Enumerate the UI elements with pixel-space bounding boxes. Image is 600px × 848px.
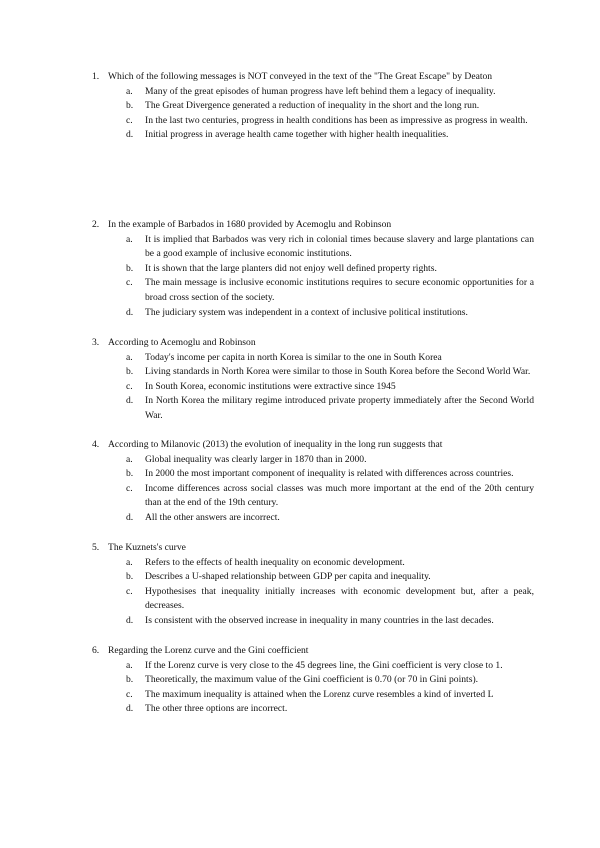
option-list [92,556,534,629]
option-text: Is consistent with the observed increase in inequality in many countries in the last decades. [145,614,494,626]
option-text: Income differences across social classes was much more important at the end of the 20th century than at the end of the 19th century. [145,482,534,509]
option-letter: a. [126,233,133,245]
option-text: All the other answers are incorrect. [145,511,280,523]
option-letter: c. [126,585,133,597]
option-text: Describes a U-shaped relationship between GDP per capita and inequality. [145,571,431,583]
option-letter: b. [126,468,134,480]
question-text: The Kuznets's curve [108,542,186,553]
question-3 [92,336,534,424]
option-d [92,306,534,321]
option-d [92,511,534,526]
option-text: Theoretically, the maximum value of the Gini coefficient is 0.70 (or 70 in Gini points). [145,674,479,686]
option-a [92,453,534,468]
option-a [92,85,534,100]
option-letter: a. [126,351,133,363]
option-b [92,262,534,277]
option-text: In South Korea, economic institutions were extractive since 1945 [145,380,396,392]
option-text: It is shown that the large planters did not enjoy well defined property rights. [145,262,437,274]
option-letter: d. [126,395,134,407]
option-d [92,128,534,143]
option-a [92,556,534,571]
option-text: The Great Divergence generated a reduction of inequality in the short and the long run. [145,100,480,112]
option-letter: b. [126,571,134,583]
question-number: 1. [92,71,100,82]
question-number: 2. [92,219,100,230]
option-letter: c. [126,277,133,289]
option-list [92,85,534,143]
option-text: The main message is inclusive economic institutions requires to secure economic opportunities for a broad cross section of the society. [145,277,534,303]
option-text: If the Lorenz curve is very close to the 45 degrees line, the Gini coefficient is very close to 1. [145,659,503,671]
option-list [92,351,534,424]
option-d [92,394,534,423]
option-a [92,233,534,262]
option-letter: d. [126,703,134,715]
option-text: Initial progress in average health came together with higher health inequalities. [145,129,449,141]
option-text: Today's income per capita in north Korea is similar to the one in South Korea [145,351,442,363]
option-c [92,482,534,511]
option-letter: c. [126,482,133,494]
option-letter: a. [126,453,133,465]
option-c [92,585,534,614]
option-text: The judiciary system was independent in a context of inclusive political institutions. [145,306,468,318]
question-number: 6. [92,645,100,656]
option-b [92,99,534,114]
question-number: 3. [92,337,100,348]
question-number: 4. [92,439,100,450]
option-c [92,276,534,305]
option-text: In North Korea the military regime introduced private property immediately after the Second World War. [145,395,534,421]
option-a [92,351,534,366]
option-letter: a. [126,659,133,671]
option-list [92,233,534,321]
question-text: According to Acemoglu and Robinson [108,337,256,348]
option-text: Hypothesises that inequality initially increases with economic development but, after a peak, decreases. [145,585,534,612]
question-text: According to Milanovic (2013) the evolution of inequality in the long run suggests that [108,439,443,450]
question-2 [92,218,534,320]
question-stem [92,336,534,351]
question-6 [92,644,534,717]
option-list [92,453,534,526]
option-letter: c. [126,688,133,700]
option-text: The other three options are incorrect. [145,703,288,715]
option-b [92,467,534,482]
question-4 [92,438,534,526]
option-c [92,688,534,703]
question-stem [92,541,534,556]
question-stem [92,70,534,85]
option-a [92,659,534,674]
option-letter: a. [126,556,133,568]
option-letter: d. [126,129,134,141]
question-stem [92,438,534,453]
option-c [92,114,534,129]
option-text: Global inequality was clearly larger in 1870 than in 2000. [145,453,367,465]
question-5 [92,541,534,629]
question-text: Which of the following messages is NOT conveyed in the text of the "The Great Escape" by Deaton [108,71,493,82]
option-text: In the last two centuries, progress in health conditions has been as impressive as progress in wealth. [145,114,528,126]
option-b [92,570,534,585]
option-c [92,380,534,395]
option-d [92,702,534,717]
option-text: It is implied that Barbados was very rich in colonial times because slavery and large plantations can be a good example of inclusive economic institutions. [145,233,534,260]
option-letter: b. [126,366,134,378]
option-letter: c. [126,114,133,126]
option-d [92,614,534,629]
question-stem [92,218,534,233]
option-letter: a. [126,85,133,97]
option-letter: d. [126,614,134,626]
question-stem [92,644,534,659]
option-letter: c. [126,380,133,392]
question-text: In the example of Barbados in 1680 provided by Acemoglu and Robinson [108,219,392,230]
option-letter: d. [126,306,134,318]
question-text: Regarding the Lorenz curve and the Gini coefficient [108,645,309,656]
question-number: 5. [92,542,100,553]
option-letter: b. [126,262,134,274]
option-text: In 2000 the most important component of inequality is related with differences across countries. [145,468,514,480]
option-text: Living standards in North Korea were similar to those in South Korea before the Second World War. [145,366,531,378]
option-letter: b. [126,674,134,686]
question-1 [92,70,534,143]
option-text: Refers to the effects of health inequality on economic development. [145,556,405,568]
option-b [92,673,534,688]
option-list [92,659,534,717]
option-text: Many of the great episodes of human progress have left behind them a legacy of inequality. [145,85,496,97]
option-text: The maximum inequality is attained when the Lorenz curve resembles a kind of inverted L [145,688,494,700]
option-b [92,365,534,380]
option-letter: b. [126,100,134,112]
option-letter: d. [126,511,134,523]
